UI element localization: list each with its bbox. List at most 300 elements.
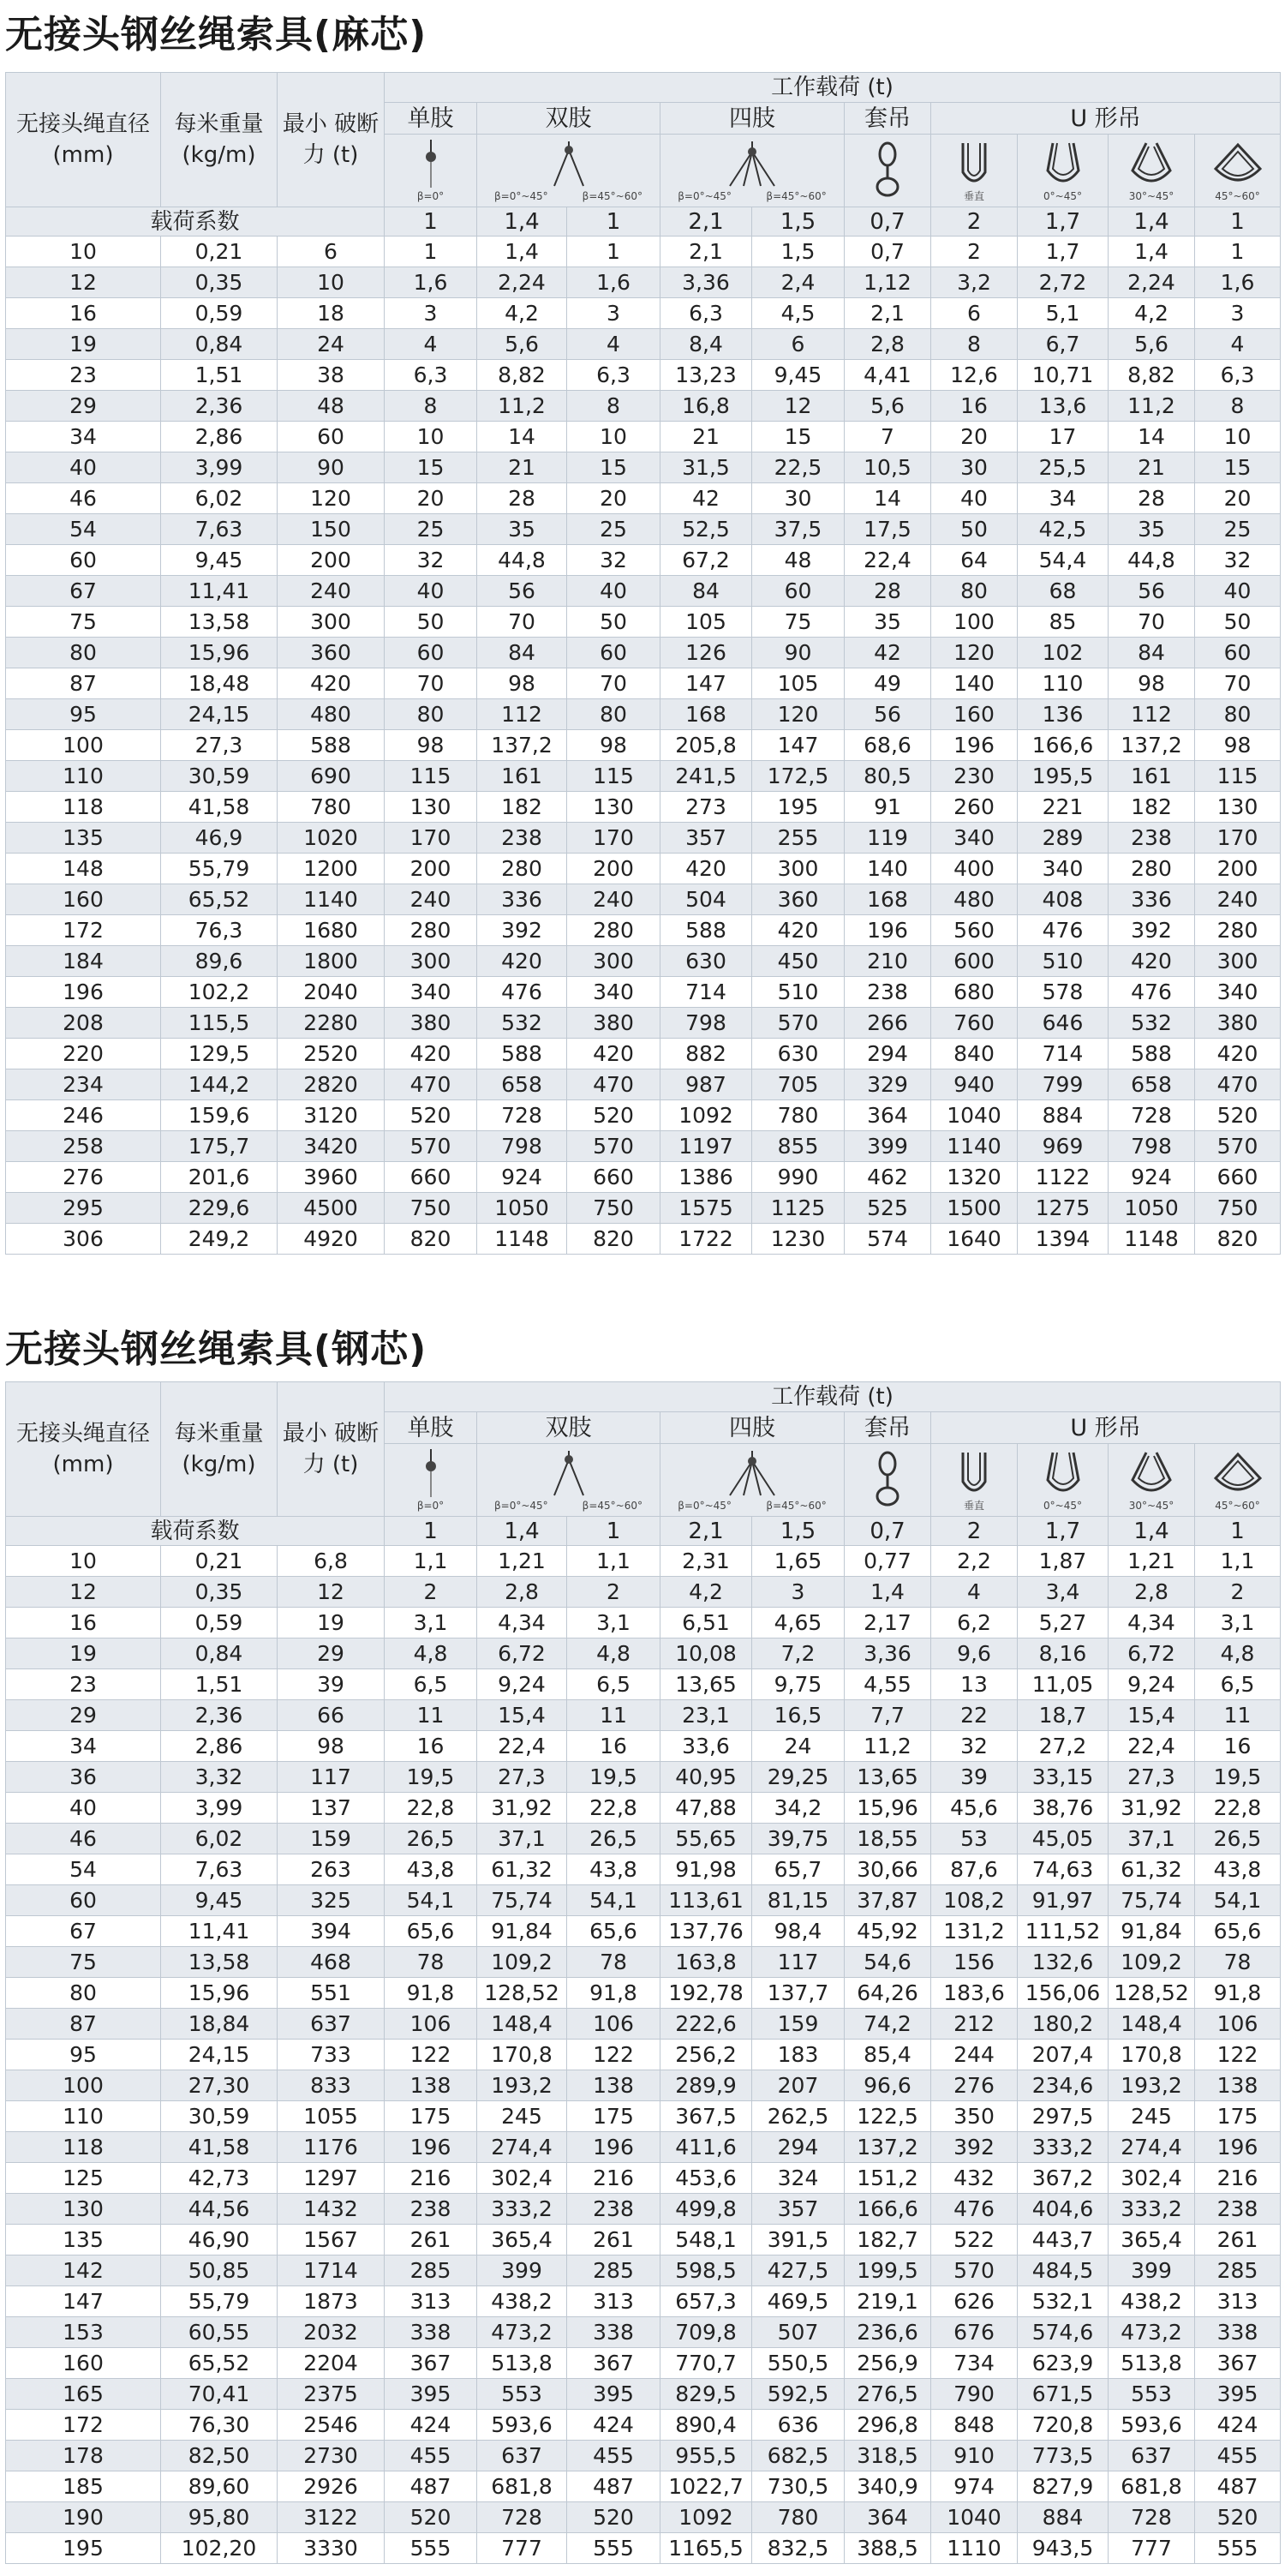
table-cell: 2,24 — [477, 267, 567, 298]
table-cell: 4,2 — [1109, 298, 1195, 329]
table-cell: 420 — [477, 946, 567, 977]
u-45-60-cell — [1195, 1444, 1281, 1517]
table-cell: 260 — [931, 792, 1018, 823]
table-cell: 33,6 — [660, 1731, 752, 1762]
table-cell: 340 — [385, 977, 477, 1008]
table-cell: 28 — [845, 576, 931, 607]
table-cell: 67 — [6, 576, 161, 607]
table-cell: 13,65 — [660, 1669, 752, 1700]
table-cell: 395 — [385, 2379, 477, 2410]
table-cell: 470 — [567, 1069, 660, 1100]
table-cell: 4,65 — [752, 1608, 845, 1638]
table-cell: 91,84 — [477, 1916, 567, 1947]
angle-caption: β=0°~45° — [678, 190, 732, 202]
u-vertical-icon — [954, 1449, 994, 1499]
table-cell: 27,3 — [161, 730, 278, 761]
table-cell: 136 — [1018, 699, 1109, 730]
table-cell: 95 — [6, 2040, 161, 2070]
table-cell: 14 — [845, 483, 931, 514]
table-cell: 98,4 — [752, 1916, 845, 1947]
table-cell: 5,6 — [845, 391, 931, 422]
table-cell: 367 — [1195, 2348, 1281, 2379]
table-cell: 392 — [931, 2132, 1018, 2163]
table-cell: 570 — [752, 1008, 845, 1039]
table-cell: 130 — [6, 2194, 161, 2225]
table-cell: 147 — [752, 730, 845, 761]
table-cell: 34 — [6, 422, 161, 452]
table-cell: 276,5 — [845, 2379, 931, 2410]
table-cell: 196 — [567, 2132, 660, 2163]
table-cell: 91,8 — [567, 1978, 660, 2009]
four-leg-cell — [660, 135, 845, 207]
table-cell: 170,8 — [477, 2040, 567, 2070]
table-cell: 30 — [931, 452, 1018, 483]
load-factor: 1 — [1195, 1517, 1281, 1546]
table-cell: 324 — [752, 2163, 845, 2194]
table-cell: 350 — [931, 2101, 1018, 2132]
table-cell: 380 — [385, 1008, 477, 1039]
table-cell: 882 — [660, 1039, 752, 1069]
table-cell: 734 — [931, 2348, 1018, 2379]
table-cell: 424 — [385, 2410, 477, 2441]
table-cell: 60 — [752, 576, 845, 607]
table-cell: 26,5 — [1195, 1824, 1281, 1854]
table-cell: 193,2 — [477, 2070, 567, 2101]
table-cell: 240 — [1195, 884, 1281, 915]
table-cell: 420 — [385, 1039, 477, 1069]
table-cell: 29 — [6, 391, 161, 422]
table-cell: 35 — [477, 514, 567, 545]
table-cell: 118 — [6, 792, 161, 823]
load-factor-row — [6, 1517, 1281, 1546]
table-cell: 8,4 — [660, 329, 752, 360]
table-row — [6, 1916, 1281, 1947]
table-cell: 798 — [477, 1131, 567, 1162]
table-cell: 10,71 — [1018, 360, 1109, 391]
table-cell: 184 — [6, 946, 161, 977]
table-cell: 172,5 — [752, 761, 845, 792]
table-cell: 68,6 — [845, 730, 931, 761]
table-cell: 2280 — [278, 1008, 385, 1039]
table-row — [6, 977, 1281, 1008]
table-cell: 780 — [752, 2502, 845, 2533]
table-cell: 1,12 — [845, 267, 931, 298]
table-cell: 499,8 — [660, 2194, 752, 2225]
table-cell: 183,6 — [931, 1978, 1018, 2009]
table-cell: 56 — [1109, 576, 1195, 607]
table-cell: 520 — [1195, 2502, 1281, 2533]
table-cell: 84 — [660, 576, 752, 607]
table-row — [6, 607, 1281, 638]
table-cell: 0,59 — [161, 298, 278, 329]
table-cell: 48 — [752, 545, 845, 576]
angle-caption: 0°~45° — [1043, 1500, 1082, 1512]
table-cell: 1 — [567, 237, 660, 267]
table-cell: 95 — [6, 699, 161, 730]
load-factor: 1 — [385, 1517, 477, 1546]
config-double: 双肢 — [477, 1412, 660, 1444]
table-row — [6, 1824, 1281, 1854]
table-cell: 26,5 — [385, 1824, 477, 1854]
table-cell: 3122 — [278, 2502, 385, 2533]
table-cell: 476 — [1018, 915, 1109, 946]
table-cell: 827,9 — [1018, 2471, 1109, 2502]
table-cell: 44,8 — [477, 545, 567, 576]
double-leg-cell — [477, 1444, 660, 1517]
config-single: 单肢 — [385, 103, 477, 135]
table-cell: 37,87 — [845, 1885, 931, 1916]
table-cell: 4,34 — [1109, 1608, 1195, 1638]
load-factor: 0,7 — [845, 1517, 931, 1546]
data-rows — [6, 1546, 1281, 2564]
table-cell: 424 — [1195, 2410, 1281, 2441]
table-cell: 32 — [385, 545, 477, 576]
table-cell: 168 — [845, 884, 931, 915]
table-cell: 182 — [477, 792, 567, 823]
table-cell: 660 — [567, 1162, 660, 1193]
table-cell: 455 — [1195, 2441, 1281, 2471]
load-factor: 1 — [385, 207, 477, 237]
table-cell: 513,8 — [477, 2348, 567, 2379]
table-cell: 0,35 — [161, 267, 278, 298]
table-cell: 196 — [1195, 2132, 1281, 2163]
table-cell: 148,4 — [1109, 2009, 1195, 2040]
angle-caption: β=0°~45° — [678, 1500, 732, 1512]
table-cell: 12 — [6, 1577, 161, 1608]
table-cell: 13,58 — [161, 1947, 278, 1978]
table-cell: 75,74 — [1109, 1885, 1195, 1916]
table-cell: 52,5 — [660, 514, 752, 545]
table-cell: 109,2 — [1109, 1947, 1195, 1978]
table-cell: 65,52 — [161, 2348, 278, 2379]
table-cell: 395 — [567, 2379, 660, 2410]
table-cell: 55,79 — [161, 2286, 278, 2317]
table-row — [6, 730, 1281, 761]
table-cell: 4,34 — [477, 1608, 567, 1638]
table-cell: 64 — [931, 545, 1018, 576]
single-leg-icon — [418, 1449, 444, 1499]
table-cell: 750 — [385, 1193, 477, 1224]
table-cell: 6,3 — [660, 298, 752, 329]
table-cell: 262,5 — [752, 2101, 845, 2132]
table-cell: 98 — [477, 668, 567, 699]
table-cell: 13,58 — [161, 607, 278, 638]
table-cell: 884 — [1018, 2502, 1109, 2533]
table-cell: 102 — [1018, 638, 1109, 668]
table-cell: 555 — [1195, 2533, 1281, 2564]
table-cell: 110 — [6, 761, 161, 792]
table-cell: 943,5 — [1018, 2533, 1109, 2564]
table-cell: 1020 — [278, 823, 385, 854]
table-cell: 205,8 — [660, 730, 752, 761]
table-cell: 29 — [6, 1700, 161, 1731]
u-vertical-cell — [931, 1444, 1018, 1517]
table-row — [6, 2070, 1281, 2101]
table-cell: 340,9 — [845, 2471, 931, 2502]
load-factor: 0,7 — [845, 207, 931, 237]
table-cell: 5,27 — [1018, 1608, 1109, 1638]
table-cell: 2 — [931, 237, 1018, 267]
table-cell: 780 — [278, 792, 385, 823]
table-cell: 216 — [567, 2163, 660, 2194]
table-cell: 60 — [6, 1885, 161, 1916]
table-cell: 120 — [931, 638, 1018, 668]
table-cell: 551 — [278, 1978, 385, 2009]
table-cell: 630 — [660, 946, 752, 977]
table-cell: 6,5 — [1195, 1669, 1281, 1700]
u-30-45-icon — [1127, 1449, 1175, 1499]
header-rows — [6, 1382, 1281, 1546]
table-cell: 119 — [845, 823, 931, 854]
table-cell: 8,82 — [1109, 360, 1195, 391]
table-cell: 106 — [567, 2009, 660, 2040]
table-cell: 170 — [567, 823, 660, 854]
table-cell: 325 — [278, 1885, 385, 1916]
table-row — [6, 792, 1281, 823]
load-factor: 1,5 — [752, 1517, 845, 1546]
table-cell: 395 — [1195, 2379, 1281, 2410]
table-cell: 1,65 — [752, 1546, 845, 1577]
table-cell: 137,2 — [477, 730, 567, 761]
table-cell: 306 — [6, 1224, 161, 1255]
table-cell: 728 — [1109, 2502, 1195, 2533]
table-cell: 623,9 — [1018, 2348, 1109, 2379]
table-cell: 302,4 — [1109, 2163, 1195, 2194]
table-cell: 80,5 — [845, 761, 931, 792]
table-cell: 1165,5 — [660, 2533, 752, 2564]
table-cell: 1297 — [278, 2163, 385, 2194]
spec-table — [5, 72, 1281, 1255]
table-cell: 130 — [1195, 792, 1281, 823]
table-cell: 41,58 — [161, 2132, 278, 2163]
table-cell: 25,5 — [1018, 452, 1109, 483]
table-cell: 338 — [1195, 2317, 1281, 2348]
table-cell: 65,6 — [385, 1916, 477, 1947]
table-cell: 16 — [931, 391, 1018, 422]
table-cell: 42,5 — [1018, 514, 1109, 545]
single-leg-icon — [418, 140, 444, 189]
table-row — [6, 1978, 1281, 2009]
table-cell: 588 — [660, 915, 752, 946]
table-cell: 5,6 — [1109, 329, 1195, 360]
table-cell: 3,1 — [567, 1608, 660, 1638]
table-cell: 80 — [6, 638, 161, 668]
table-cell: 360 — [278, 638, 385, 668]
table-cell: 705 — [752, 1069, 845, 1100]
table-cell: 35 — [1109, 514, 1195, 545]
table-cell: 399 — [1109, 2255, 1195, 2286]
table-cell: 600 — [931, 946, 1018, 977]
table-cell: 1,6 — [385, 267, 477, 298]
table-cell: 630 — [752, 1039, 845, 1069]
table-cell: 4920 — [278, 1224, 385, 1255]
table-cell: 68 — [1018, 576, 1109, 607]
table-cell: 244 — [931, 2040, 1018, 2070]
table-cell: 70 — [1195, 668, 1281, 699]
table-cell: 3,1 — [1195, 1608, 1281, 1638]
table-cell: 294 — [845, 1039, 931, 1069]
table-cell: 420 — [1195, 1039, 1281, 1069]
table-cell: 34,2 — [752, 1793, 845, 1824]
table-cell: 47,88 — [660, 1793, 752, 1824]
table-cell: 340 — [1018, 854, 1109, 884]
table-cell: 728 — [477, 1100, 567, 1131]
u-30-45-cell — [1109, 135, 1195, 207]
angle-caption: 垂直 — [963, 1500, 984, 1512]
u-45-60-cell — [1195, 135, 1281, 207]
table-cell: 30,59 — [161, 2101, 278, 2132]
table-cell: 151,2 — [845, 2163, 931, 2194]
table-cell: 76,3 — [161, 915, 278, 946]
table-cell: 111,52 — [1018, 1916, 1109, 1947]
table-cell: 3,99 — [161, 452, 278, 483]
table-cell: 780 — [752, 1100, 845, 1131]
table-cell: 261 — [1195, 2225, 1281, 2255]
table-cell: 23,1 — [660, 1700, 752, 1731]
table-cell: 2520 — [278, 1039, 385, 1069]
table-cell: 391,5 — [752, 2225, 845, 2255]
table-cell: 380 — [1195, 1008, 1281, 1039]
table-cell: 30,66 — [845, 1854, 931, 1885]
load-factor: 1 — [1195, 207, 1281, 237]
table-cell: 135 — [6, 823, 161, 854]
table-row — [6, 2009, 1281, 2040]
table-cell: 168 — [660, 699, 752, 730]
table-cell: 553 — [1109, 2379, 1195, 2410]
config-four: 四肢 — [660, 1412, 845, 1444]
table-cell: 1140 — [278, 884, 385, 915]
table-cell: 66 — [278, 1700, 385, 1731]
table-cell: 462 — [845, 1162, 931, 1193]
table-cell: 8 — [385, 391, 477, 422]
table-cell: 289 — [1018, 823, 1109, 854]
table-cell: 201,6 — [161, 1162, 278, 1193]
table-cell: 338 — [567, 2317, 660, 2348]
table-cell: 2,4 — [752, 267, 845, 298]
table-cell: 18,84 — [161, 2009, 278, 2040]
table-cell: 16 — [567, 1731, 660, 1762]
table-cell: 67 — [6, 1916, 161, 1947]
single-leg-cell — [385, 135, 477, 207]
table-row — [6, 1700, 1281, 1731]
table-cell: 13,6 — [1018, 391, 1109, 422]
table-cell: 2,24 — [1109, 267, 1195, 298]
choker-icon — [870, 1450, 905, 1510]
table-cell: 0,84 — [161, 329, 278, 360]
table-row — [6, 2317, 1281, 2348]
table-cell: 105 — [752, 668, 845, 699]
table-cell: 12 — [752, 391, 845, 422]
table-cell: 96,6 — [845, 2070, 931, 2101]
table-cell: 238 — [385, 2194, 477, 2225]
table-cell: 9,24 — [1109, 1669, 1195, 1700]
table-cell: 221 — [1018, 792, 1109, 823]
angle-caption: β=0°~45° — [494, 190, 548, 202]
table-cell: 80 — [931, 576, 1018, 607]
table-cell: 19 — [6, 1638, 161, 1669]
table-cell: 50 — [567, 607, 660, 638]
table-cell: 7 — [845, 422, 931, 452]
table-cell: 924 — [477, 1162, 567, 1193]
table-cell: 3330 — [278, 2533, 385, 2564]
table-cell: 91 — [845, 792, 931, 823]
table-cell: 117 — [278, 1762, 385, 1793]
table-cell: 220 — [6, 1039, 161, 1069]
table-cell: 8,16 — [1018, 1638, 1109, 1669]
spec-table — [5, 1381, 1281, 2564]
u-0-45-icon — [1041, 140, 1085, 189]
header-rows — [6, 73, 1281, 237]
table-cell: 15,96 — [161, 1978, 278, 2009]
table-row — [6, 1069, 1281, 1100]
table-cell: 468 — [278, 1947, 385, 1978]
table-cell: 1320 — [931, 1162, 1018, 1193]
table-cell: 44,56 — [161, 2194, 278, 2225]
table-cell: 87 — [6, 2009, 161, 2040]
table-cell: 137 — [278, 1793, 385, 1824]
angle-caption: 45°~60° — [1215, 190, 1260, 202]
table-cell: 159 — [752, 2009, 845, 2040]
table-cell: 28 — [1109, 483, 1195, 514]
table-cell: 420 — [567, 1039, 660, 1069]
data-rows — [6, 237, 1281, 1255]
table-cell: 249,2 — [161, 1224, 278, 1255]
table-cell: 159 — [278, 1824, 385, 1854]
table-cell: 241,5 — [660, 761, 752, 792]
table-cell: 207,4 — [1018, 2040, 1109, 2070]
table-cell: 820 — [1195, 1224, 1281, 1255]
table-cell: 5,1 — [1018, 298, 1109, 329]
table-cell: 276 — [6, 1162, 161, 1193]
table-cell: 40 — [931, 483, 1018, 514]
table-cell: 50,85 — [161, 2255, 278, 2286]
table-cell: 130 — [567, 792, 660, 823]
table-cell: 2,36 — [161, 391, 278, 422]
load-factor: 2,1 — [660, 207, 752, 237]
table-cell: 216 — [1195, 2163, 1281, 2194]
table-cell: 578 — [1018, 977, 1109, 1008]
table-cell: 112 — [1109, 699, 1195, 730]
table-cell: 333,2 — [1018, 2132, 1109, 2163]
angle-caption: β=45°~60° — [582, 190, 642, 202]
table-cell: 137,2 — [1109, 730, 1195, 761]
table-cell: 70 — [385, 668, 477, 699]
table-cell: 728 — [1109, 1100, 1195, 1131]
table-row — [6, 576, 1281, 607]
table-row — [6, 1669, 1281, 1700]
table-cell: 210 — [845, 946, 931, 977]
table-cell: 200 — [278, 545, 385, 576]
table-cell: 3,1 — [385, 1608, 477, 1638]
table-cell: 240 — [278, 576, 385, 607]
table-cell: 85 — [1018, 607, 1109, 638]
table-cell: 148,4 — [477, 2009, 567, 2040]
table-cell: 9,75 — [752, 1669, 845, 1700]
table-cell: 1055 — [278, 2101, 385, 2132]
table-cell: 17,5 — [845, 514, 931, 545]
table-cell: 340 — [1195, 977, 1281, 1008]
table-cell: 560 — [931, 915, 1018, 946]
u-30-45-cell — [1109, 1444, 1195, 1517]
table-cell: 487 — [385, 2471, 477, 2502]
table-cell: 115 — [567, 761, 660, 792]
table-cell: 10 — [567, 422, 660, 452]
table-cell: 4,2 — [477, 298, 567, 329]
table-cell: 48 — [278, 391, 385, 422]
table-cell: 21 — [660, 422, 752, 452]
table-cell: 195,5 — [1018, 761, 1109, 792]
table-cell: 289,9 — [660, 2070, 752, 2101]
